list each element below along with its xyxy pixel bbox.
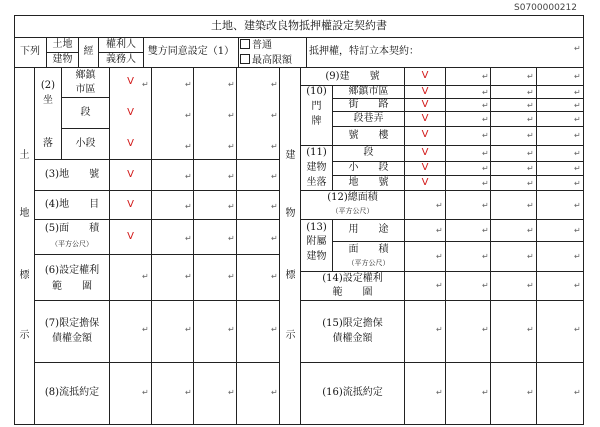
cell-mark: ↵: [527, 179, 534, 188]
cell-mark: ↵: [228, 325, 235, 334]
cell-mark: ↵: [574, 179, 581, 188]
check-mark: V: [127, 107, 134, 118]
normal-checkbox[interactable]: [240, 39, 250, 49]
cell-mark: ↵: [482, 252, 489, 261]
header-mortgagee: 權利人: [106, 39, 136, 50]
bld-township: 鄉鎮市區: [348, 86, 389, 97]
check-mark: V: [421, 86, 429, 97]
cell-mark: ↵: [228, 388, 235, 397]
cell-mark: ↵: [527, 226, 534, 235]
cell-mark: ↵: [436, 388, 443, 397]
cell-mark: ↵: [482, 226, 489, 235]
cell-mark: ↵: [142, 80, 149, 89]
cell-mark: ↵: [527, 281, 534, 290]
check-mark: V: [127, 76, 134, 87]
check-mark: V: [421, 177, 429, 188]
cell-mark: ↵: [436, 201, 443, 210]
check-mark: V: [127, 138, 134, 149]
cell-mark: ↵: [482, 101, 489, 110]
cell-mark: ↵: [482, 88, 489, 97]
seat-char-1: 坐: [43, 95, 53, 106]
land-rights-scope-2: 範 圍: [52, 281, 92, 292]
cell-mark: ↵: [271, 325, 278, 334]
cell-mark: ↵: [527, 72, 534, 81]
land-area-label: (5)面 積: [44, 223, 100, 234]
seat-char-2: 落: [43, 138, 53, 149]
cell-mark: ↵: [185, 202, 192, 211]
door-char-2: 牌: [311, 116, 322, 127]
attached-use: 用 途: [348, 224, 389, 235]
total-area-label: (12)總面積: [327, 192, 378, 203]
cell-mark: ↵: [527, 325, 534, 334]
cell-mark: ↵: [574, 226, 581, 235]
site-label-1: 建物: [306, 162, 327, 173]
site-number: (11): [306, 147, 327, 158]
cell-mark: ↵: [185, 111, 192, 120]
cell-mark: ↵: [142, 325, 149, 334]
cell-mark: ↵: [574, 388, 581, 397]
lead-text: 下列: [20, 46, 40, 57]
attached-label-2: 建物: [306, 251, 327, 262]
bld-foreclosure: (16)流抵約定: [322, 387, 383, 398]
cell-mark: ↵: [271, 172, 278, 181]
cell-mark: ↵: [574, 72, 581, 81]
option-normal[interactable]: 普通: [240, 39, 272, 52]
cell-mark: ↵: [527, 149, 534, 158]
bld-rights-scope-2: 範 圍: [332, 287, 373, 298]
bld-street: 街 路: [348, 99, 389, 110]
land-section: 段: [80, 107, 91, 118]
cell-mark: ↵: [527, 164, 534, 173]
check-mark: V: [421, 162, 429, 173]
township-line-1: 鄉鎮: [75, 70, 96, 81]
bld-vertical-1: 建: [285, 150, 296, 161]
cell-mark: ↵: [185, 142, 192, 151]
cell-mark: ↵: [482, 72, 489, 81]
cell-mark: ↵: [228, 234, 235, 243]
land-debt-amount-1: (7)限定擔保: [44, 318, 100, 329]
attached-area: 面 積: [348, 244, 389, 255]
land-vertical-3: 標: [19, 270, 30, 281]
land-subsection: 小段: [75, 138, 96, 149]
header-mortgagor: 義務人: [106, 54, 136, 65]
check-mark: V: [421, 129, 429, 140]
cell-mark: ↵: [574, 149, 581, 158]
cell-mark: ↵: [574, 164, 581, 173]
attached-area-unit: （平方公尺）: [347, 259, 390, 267]
cell-mark: ↵: [185, 272, 192, 281]
cell-mark: ↵: [185, 172, 192, 181]
attached-label-1: 附屬: [306, 236, 327, 247]
cell-mark: ↵: [482, 325, 489, 334]
cell-mark: ↵: [574, 101, 581, 110]
land-vertical-1: 土: [19, 150, 30, 161]
cell-mark: ↵: [436, 281, 443, 290]
max-checkbox[interactable]: [240, 54, 250, 64]
site-section: 段: [363, 147, 374, 158]
cell-mark: ↵: [185, 325, 192, 334]
bld-no-label: (9)建 號: [325, 71, 380, 82]
total-area-unit: （平方公尺）: [331, 207, 374, 215]
land-rights-scope-1: (6)設定權利: [44, 265, 100, 276]
cell-mark: ↵: [482, 115, 489, 124]
land-area-unit: （平方公尺）: [51, 240, 93, 248]
bld-number-floor: 號 樓: [348, 130, 389, 141]
cell-mark: ↵: [527, 115, 534, 124]
cell-mark: ↵: [228, 202, 235, 211]
seat-number: (2): [40, 80, 56, 91]
cell-mark: ↵: [482, 164, 489, 173]
land-vertical-2: 地: [19, 208, 30, 219]
site-lot: 地 號: [348, 177, 389, 188]
cell-mark: ↵: [574, 201, 581, 210]
lot-number-label: (3)地 號: [44, 169, 100, 180]
cell-mark: ↵: [574, 115, 581, 124]
cell-mark: ↵: [271, 388, 278, 397]
cell-mark: ↵: [436, 252, 443, 261]
header-land: 土地: [52, 39, 73, 50]
cell-mark: ↵: [574, 252, 581, 261]
bld-debt-amount-1: (15)限定擔保: [322, 318, 383, 329]
cell-mark: ↵: [527, 201, 534, 210]
cell-mark: ↵: [482, 281, 489, 290]
header-total: 經: [83, 46, 94, 57]
bld-vertical-4: 示: [285, 330, 296, 341]
check-mark: V: [421, 70, 429, 81]
township-line-2: 市區: [75, 84, 96, 95]
cell-mark: ↵: [271, 202, 278, 211]
check-mark: V: [421, 113, 429, 124]
cell-mark: ↵: [271, 80, 278, 89]
cell-mark: ↵: [482, 131, 489, 140]
cell-mark: ↵: [574, 131, 581, 140]
cell-mark: ↵: [185, 80, 192, 89]
cell-mark: ↵: [527, 131, 534, 140]
check-mark: V: [421, 147, 429, 158]
cell-mark: ↵: [271, 234, 278, 243]
header-building: 建物: [52, 54, 73, 65]
cell-mark: ↵: [482, 388, 489, 397]
cell-mark: ↵: [185, 234, 192, 243]
cell-mark: ↵: [142, 388, 149, 397]
cell-mark: ↵: [527, 88, 534, 97]
check-mark: V: [421, 99, 429, 110]
cell-mark: ↵: [271, 142, 278, 151]
cell-mark: ↵: [436, 325, 443, 334]
header-tail: 抵押權，特訂立本契約：: [309, 46, 419, 57]
door-number: (10): [306, 86, 327, 97]
cell-mark: ↵: [574, 325, 581, 334]
cell-mark: ↵: [436, 226, 443, 235]
header-agree: 雙方同意設定（1）: [147, 46, 235, 57]
attached-number: (13): [306, 222, 327, 233]
bld-debt-amount-2: 債權金額: [332, 333, 373, 344]
cell-mark: ↵: [228, 272, 235, 281]
cell-mark: ↵: [228, 172, 235, 181]
cell-mark: ↵: [228, 142, 235, 151]
land-debt-amount-2: 債權金額: [52, 333, 92, 344]
door-char-1: 門: [311, 101, 322, 112]
bld-vertical-3: 標: [285, 270, 296, 281]
bld-rights-scope-1: (14)設定權利: [322, 273, 383, 284]
bld-lane: 段巷弄: [353, 113, 384, 124]
document-id: S0700000212: [514, 3, 577, 13]
cell-mark: ↵: [482, 201, 489, 210]
cell-mark: ↵: [482, 149, 489, 158]
cell-mark: ↵: [527, 252, 534, 261]
site-label-2: 坐落: [306, 177, 327, 188]
cell-mark: ↵: [482, 179, 489, 188]
check-mark: V: [127, 199, 134, 210]
check-mark: V: [127, 231, 134, 242]
cell-mark: ↵: [271, 111, 278, 120]
bld-vertical-2: 物: [285, 208, 296, 219]
land-vertical-4: 示: [19, 330, 30, 341]
cell-mark: ↵: [574, 281, 581, 290]
cell-mark: ↵: [228, 111, 235, 120]
option-max[interactable]: 最高限額: [240, 54, 292, 67]
cell-mark: ↵: [527, 101, 534, 110]
cell-mark: ↵: [527, 388, 534, 397]
cell-mark: ↵: [271, 272, 278, 281]
check-mark: V: [127, 169, 134, 180]
cell-mark: ↵: [228, 80, 235, 89]
form-title: 土地、建築改良物抵押權設定契約書: [211, 19, 387, 32]
cell-mark: ↵: [574, 44, 581, 53]
cell-mark: ↵: [142, 272, 149, 281]
land-foreclosure: (8)流抵約定: [44, 387, 100, 398]
cell-mark: ↵: [574, 88, 581, 97]
cell-mark: ↵: [185, 388, 192, 397]
site-subsection: 小 段: [348, 162, 389, 173]
land-category-label: (4)地 目: [44, 199, 100, 210]
